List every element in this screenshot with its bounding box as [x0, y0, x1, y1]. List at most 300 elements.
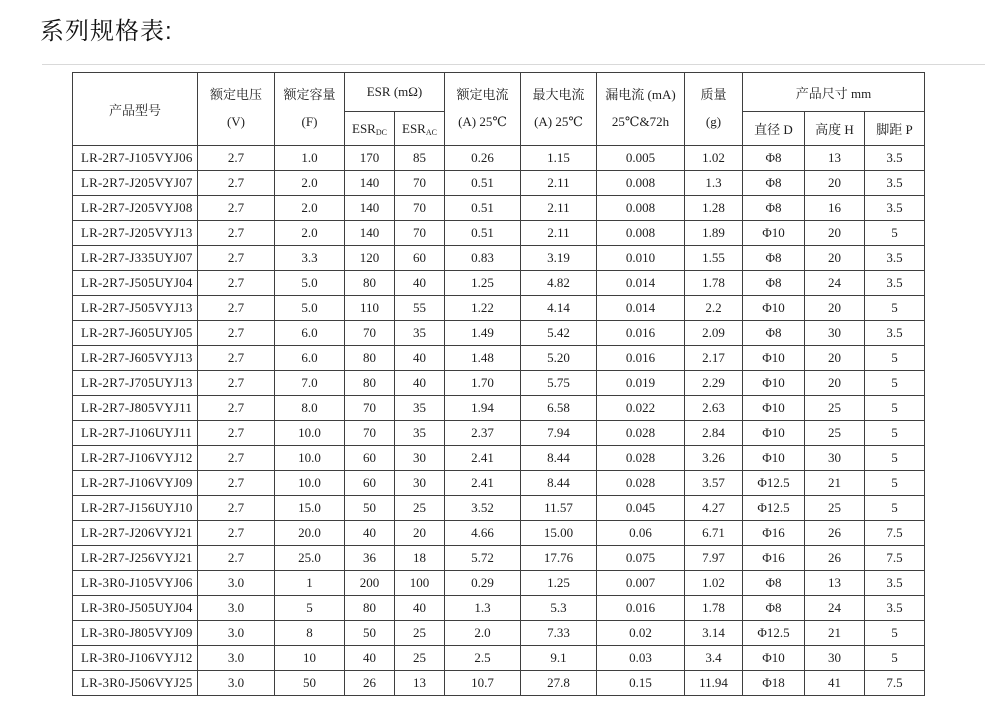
cell-height: 20 [805, 371, 865, 396]
cell-rated-capacity: 6.0 [275, 346, 345, 371]
cell-max-current: 8.44 [521, 471, 597, 496]
cell-rated-current: 1.25 [445, 271, 521, 296]
cell-rated-capacity: 2.0 [275, 171, 345, 196]
cell-max-current: 27.8 [521, 671, 597, 696]
cell-pin-pitch: 7.5 [865, 521, 925, 546]
cell-pin-pitch: 3.5 [865, 171, 925, 196]
cell-height: 21 [805, 471, 865, 496]
cell-rated-current: 0.51 [445, 171, 521, 196]
table-row [73, 396, 925, 421]
cell-max-current: 17.76 [521, 546, 597, 571]
cell-esr-dc: 70 [345, 396, 395, 421]
cell-esr-ac: 40 [395, 346, 445, 371]
cell-height: 25 [805, 496, 865, 521]
max-current-label: 最大电流 [532, 87, 585, 103]
cell-esr-dc: 70 [345, 321, 395, 346]
cell-diameter: Φ8 [743, 571, 805, 596]
cell-rated-voltage: 3.0 [198, 596, 275, 621]
cell-rated-capacity: 25.0 [275, 546, 345, 571]
cell-mass: 2.29 [685, 371, 743, 396]
cell-pin-pitch: 3.5 [865, 146, 925, 171]
cell-diameter: Φ10 [743, 396, 805, 421]
cell-model: LR-2R7-J605VYJ13 [73, 346, 198, 371]
cell-rated-current: 1.3 [445, 596, 521, 621]
cell-height: 13 [805, 146, 865, 171]
cell-diameter: Φ18 [743, 671, 805, 696]
table-row [73, 421, 925, 446]
cell-rated-capacity: 5.0 [275, 271, 345, 296]
cell-pin-pitch: 5 [865, 621, 925, 646]
cell-esr-ac: 55 [395, 296, 445, 321]
cell-pin-pitch: 3.5 [865, 571, 925, 596]
cell-diameter: Φ10 [743, 346, 805, 371]
cell-model: LR-2R7-J205VYJ13 [73, 221, 198, 246]
cell-mass: 1.28 [685, 196, 743, 221]
cell-model: LR-2R7-J205VYJ07 [73, 171, 198, 196]
cell-pin-pitch: 5 [865, 496, 925, 521]
col-header-pin-pitch [865, 112, 925, 146]
cell-rated-current: 0.26 [445, 146, 521, 171]
cell-diameter: Φ8 [743, 171, 805, 196]
cell-rated-voltage: 3.0 [198, 646, 275, 671]
cell-diameter: Φ8 [743, 596, 805, 621]
cell-mass: 1.78 [685, 271, 743, 296]
cell-rated-voltage: 2.7 [198, 446, 275, 471]
col-header-product-model-label: 产品型号 [108, 102, 161, 118]
cell-mass: 4.27 [685, 496, 743, 521]
cell-pin-pitch: 5 [865, 296, 925, 321]
table-row [73, 571, 925, 596]
cell-rated-voltage: 2.7 [198, 521, 275, 546]
cell-model: LR-3R0-J105VYJ06 [73, 571, 198, 596]
cell-model: LR-2R7-J156UYJ10 [73, 496, 198, 521]
cell-esr-dc: 70 [345, 421, 395, 446]
mass-unit: (g) [705, 114, 722, 130]
cell-max-current: 6.58 [521, 396, 597, 421]
cell-esr-ac: 100 [395, 571, 445, 596]
cell-diameter: Φ10 [743, 221, 805, 246]
cell-esr-dc: 40 [345, 646, 395, 671]
cell-esr-ac: 13 [395, 671, 445, 696]
dimensions-group-label: 产品尺寸 mm [795, 85, 872, 101]
cell-mass: 3.26 [685, 446, 743, 471]
cell-model: LR-2R7-J106VYJ12 [73, 446, 198, 471]
cell-esr-dc: 80 [345, 271, 395, 296]
cell-esr-dc: 60 [345, 471, 395, 496]
cell-rated-current: 1.48 [445, 346, 521, 371]
cell-mass: 1.02 [685, 571, 743, 596]
rated-current-unit: (A) 25℃ [458, 114, 507, 130]
cell-esr-ac: 20 [395, 521, 445, 546]
top-divider [42, 64, 985, 65]
cell-max-current: 5.42 [521, 321, 597, 346]
cell-rated-current: 2.0 [445, 621, 521, 646]
cell-mass: 1.3 [685, 171, 743, 196]
table-body [73, 146, 925, 696]
cell-max-current: 7.94 [521, 421, 597, 446]
cell-rated-capacity: 10.0 [275, 471, 345, 496]
spec-table [72, 72, 925, 696]
cell-model: LR-2R7-J335UYJ07 [73, 246, 198, 271]
cell-esr-ac: 18 [395, 546, 445, 571]
cell-model: LR-2R7-J105VYJ06 [73, 146, 198, 171]
mass-header-stack [685, 76, 742, 142]
cell-mass: 2.84 [685, 421, 743, 446]
cell-model: LR-2R7-J505UYJ04 [73, 271, 198, 296]
cell-model: LR-2R7-J205VYJ08 [73, 196, 198, 221]
cell-mass: 3.57 [685, 471, 743, 496]
col-header-esr-ac [395, 112, 445, 146]
cell-diameter: Φ16 [743, 521, 805, 546]
cell-height: 30 [805, 446, 865, 471]
cell-height: 25 [805, 396, 865, 421]
col-header-rated-voltage [198, 73, 275, 146]
cell-model: LR-3R0-J506VYJ25 [73, 671, 198, 696]
cell-model: LR-2R7-J106UYJ11 [73, 421, 198, 446]
cell-mass: 11.94 [685, 671, 743, 696]
cell-rated-current: 10.7 [445, 671, 521, 696]
cell-diameter: Φ10 [743, 421, 805, 446]
cell-mass: 2.63 [685, 396, 743, 421]
col-header-esr-dc [345, 112, 395, 146]
rated-voltage-header-stack [198, 76, 274, 142]
cell-rated-voltage: 2.7 [198, 496, 275, 521]
table-header [73, 73, 925, 146]
cell-model: LR-2R7-J805VYJ11 [73, 396, 198, 421]
cell-mass: 2.2 [685, 296, 743, 321]
leakage-header-stack [597, 76, 684, 142]
cell-height: 20 [805, 346, 865, 371]
table-row [73, 496, 925, 521]
cell-max-current: 4.14 [521, 296, 597, 321]
cell-diameter: Φ10 [743, 371, 805, 396]
cell-mass: 1.89 [685, 221, 743, 246]
cell-max-current: 2.11 [521, 171, 597, 196]
cell-esr-dc: 200 [345, 571, 395, 596]
cell-rated-voltage: 2.7 [198, 321, 275, 346]
cell-rated-voltage: 2.7 [198, 246, 275, 271]
cell-rated-current: 2.37 [445, 421, 521, 446]
cell-height: 20 [805, 171, 865, 196]
cell-rated-voltage: 2.7 [198, 396, 275, 421]
cell-diameter: Φ8 [743, 196, 805, 221]
table-row [73, 621, 925, 646]
cell-height: 26 [805, 546, 865, 571]
cell-esr-dc: 26 [345, 671, 395, 696]
cell-rated-voltage: 2.7 [198, 171, 275, 196]
table-row [73, 146, 925, 171]
cell-diameter: Φ8 [743, 321, 805, 346]
cell-leakage-current: 0.03 [597, 646, 685, 671]
cell-esr-ac: 70 [395, 171, 445, 196]
rated-capacity-unit: (F) [301, 114, 318, 130]
cell-leakage-current: 0.045 [597, 496, 685, 521]
table-row [73, 471, 925, 496]
cell-diameter: Φ8 [743, 146, 805, 171]
cell-diameter: Φ10 [743, 646, 805, 671]
cell-rated-voltage: 2.7 [198, 421, 275, 446]
cell-model: LR-2R7-J605UYJ05 [73, 321, 198, 346]
cell-height: 25 [805, 421, 865, 446]
cell-rated-current: 3.52 [445, 496, 521, 521]
cell-leakage-current: 0.075 [597, 546, 685, 571]
cell-rated-voltage: 3.0 [198, 621, 275, 646]
cell-leakage-current: 0.028 [597, 471, 685, 496]
cell-model: LR-2R7-J206VYJ21 [73, 521, 198, 546]
cell-rated-current: 0.29 [445, 571, 521, 596]
cell-rated-voltage: 2.7 [198, 346, 275, 371]
col-header-height [805, 112, 865, 146]
cell-rated-voltage: 2.7 [198, 221, 275, 246]
cell-esr-dc: 50 [345, 621, 395, 646]
cell-model: LR-3R0-J505UYJ04 [73, 596, 198, 621]
cell-pin-pitch: 7.5 [865, 671, 925, 696]
table-row [73, 246, 925, 271]
cell-rated-capacity: 3.3 [275, 246, 345, 271]
cell-max-current: 3.19 [521, 246, 597, 271]
cell-max-current: 8.44 [521, 446, 597, 471]
cell-pin-pitch: 3.5 [865, 321, 925, 346]
diameter-label: 直径 D [754, 122, 793, 137]
cell-leakage-current: 0.005 [597, 146, 685, 171]
cell-max-current: 7.33 [521, 621, 597, 646]
cell-rated-voltage: 3.0 [198, 671, 275, 696]
cell-diameter: Φ8 [743, 246, 805, 271]
col-header-mass [685, 73, 743, 146]
cell-rated-current: 0.51 [445, 221, 521, 246]
cell-rated-voltage: 2.7 [198, 471, 275, 496]
table-row [73, 596, 925, 621]
cell-rated-voltage: 2.7 [198, 271, 275, 296]
cell-pin-pitch: 5 [865, 371, 925, 396]
cell-esr-dc: 120 [345, 246, 395, 271]
cell-max-current: 1.15 [521, 146, 597, 171]
cell-mass: 3.4 [685, 646, 743, 671]
table-row [73, 371, 925, 396]
cell-esr-dc: 140 [345, 221, 395, 246]
cell-leakage-current: 0.014 [597, 271, 685, 296]
cell-esr-ac: 40 [395, 271, 445, 296]
col-header-rated-capacity [275, 73, 345, 146]
cell-rated-current: 0.83 [445, 246, 521, 271]
cell-rated-capacity: 6.0 [275, 321, 345, 346]
cell-model: LR-3R0-J805VYJ09 [73, 621, 198, 646]
cell-model: LR-3R0-J106VYJ12 [73, 646, 198, 671]
col-header-esr-group [345, 73, 445, 112]
cell-pin-pitch: 3.5 [865, 271, 925, 296]
cell-max-current: 5.20 [521, 346, 597, 371]
cell-esr-ac: 25 [395, 646, 445, 671]
cell-max-current: 2.11 [521, 196, 597, 221]
cell-max-current: 4.82 [521, 271, 597, 296]
cell-mass: 1.02 [685, 146, 743, 171]
cell-esr-dc: 80 [345, 596, 395, 621]
cell-rated-capacity: 5 [275, 596, 345, 621]
cell-height: 30 [805, 646, 865, 671]
cell-esr-ac: 35 [395, 321, 445, 346]
cell-esr-ac: 40 [395, 371, 445, 396]
table-row [73, 671, 925, 696]
cell-pin-pitch: 5 [865, 471, 925, 496]
cell-rated-current: 2.5 [445, 646, 521, 671]
table-row [73, 296, 925, 321]
cell-leakage-current: 0.014 [597, 296, 685, 321]
cell-rated-current: 1.94 [445, 396, 521, 421]
cell-rated-voltage: 2.7 [198, 296, 275, 321]
cell-esr-ac: 35 [395, 421, 445, 446]
col-header-max-current [521, 73, 597, 146]
rated-voltage-label: 额定电压 [209, 87, 262, 103]
rated-capacity-header-stack [275, 76, 344, 142]
cell-max-current: 1.25 [521, 571, 597, 596]
cell-pin-pitch: 5 [865, 446, 925, 471]
esr-ac-subscript: AC [425, 127, 437, 137]
cell-leakage-current: 0.06 [597, 521, 685, 546]
cell-esr-ac: 25 [395, 496, 445, 521]
cell-diameter: Φ10 [743, 446, 805, 471]
cell-mass: 1.55 [685, 246, 743, 271]
cell-rated-current: 1.49 [445, 321, 521, 346]
cell-leakage-current: 0.008 [597, 196, 685, 221]
leakage-condition: 25℃&72h [611, 114, 670, 130]
cell-leakage-current: 0.010 [597, 246, 685, 271]
cell-mass: 2.17 [685, 346, 743, 371]
cell-height: 13 [805, 571, 865, 596]
cell-esr-ac: 35 [395, 396, 445, 421]
col-header-rated-current [445, 73, 521, 146]
pin-pitch-label: 脚距 P [876, 122, 913, 137]
cell-max-current: 11.57 [521, 496, 597, 521]
cell-diameter: Φ12.5 [743, 471, 805, 496]
cell-rated-current: 2.41 [445, 446, 521, 471]
cell-esr-ac: 70 [395, 221, 445, 246]
cell-pin-pitch: 7.5 [865, 546, 925, 571]
max-current-unit: (A) 25℃ [534, 114, 583, 130]
col-header-diameter [743, 112, 805, 146]
cell-max-current: 9.1 [521, 646, 597, 671]
page-title: 系列规格表: [40, 18, 173, 45]
cell-mass: 3.14 [685, 621, 743, 646]
cell-rated-capacity: 1.0 [275, 146, 345, 171]
table-row [73, 346, 925, 371]
cell-leakage-current: 0.016 [597, 321, 685, 346]
cell-esr-dc: 140 [345, 196, 395, 221]
cell-diameter: Φ8 [743, 271, 805, 296]
cell-height: 20 [805, 246, 865, 271]
cell-pin-pitch: 5 [865, 396, 925, 421]
cell-rated-capacity: 8.0 [275, 396, 345, 421]
cell-pin-pitch: 5 [865, 346, 925, 371]
table-row [73, 646, 925, 671]
cell-esr-dc: 140 [345, 171, 395, 196]
cell-height: 21 [805, 621, 865, 646]
cell-leakage-current: 0.016 [597, 346, 685, 371]
cell-height: 30 [805, 321, 865, 346]
cell-rated-capacity: 1 [275, 571, 345, 596]
esr-ac-label: ESR [402, 120, 426, 136]
mass-label: 质量 [700, 87, 727, 103]
cell-model: LR-2R7-J505VYJ13 [73, 296, 198, 321]
cell-height: 20 [805, 221, 865, 246]
cell-height: 26 [805, 521, 865, 546]
cell-esr-ac: 25 [395, 621, 445, 646]
cell-rated-current: 2.41 [445, 471, 521, 496]
cell-rated-capacity: 10.0 [275, 446, 345, 471]
cell-leakage-current: 0.008 [597, 221, 685, 246]
cell-esr-ac: 70 [395, 196, 445, 221]
cell-rated-current: 1.70 [445, 371, 521, 396]
table-row [73, 271, 925, 296]
cell-rated-capacity: 15.0 [275, 496, 345, 521]
table-row [73, 521, 925, 546]
cell-diameter: Φ16 [743, 546, 805, 571]
cell-rated-capacity: 5.0 [275, 296, 345, 321]
cell-height: 16 [805, 196, 865, 221]
cell-pin-pitch: 3.5 [865, 246, 925, 271]
cell-mass: 7.97 [685, 546, 743, 571]
rated-voltage-unit: (V) [226, 114, 246, 130]
cell-esr-ac: 60 [395, 246, 445, 271]
cell-mass: 2.09 [685, 321, 743, 346]
cell-rated-current: 5.72 [445, 546, 521, 571]
cell-rated-current: 1.22 [445, 296, 521, 321]
cell-diameter: Φ12.5 [743, 496, 805, 521]
cell-leakage-current: 0.008 [597, 171, 685, 196]
cell-rated-current: 4.66 [445, 521, 521, 546]
cell-leakage-current: 0.028 [597, 421, 685, 446]
cell-diameter: Φ10 [743, 296, 805, 321]
table-row [73, 321, 925, 346]
cell-pin-pitch: 3.5 [865, 196, 925, 221]
cell-rated-voltage: 2.7 [198, 371, 275, 396]
cell-rated-voltage: 2.7 [198, 146, 275, 171]
cell-rated-voltage: 3.0 [198, 571, 275, 596]
table-row [73, 221, 925, 246]
cell-model: LR-2R7-J106VYJ09 [73, 471, 198, 496]
cell-leakage-current: 0.019 [597, 371, 685, 396]
rated-current-header-stack [445, 76, 520, 142]
cell-rated-capacity: 10 [275, 646, 345, 671]
cell-leakage-current: 0.022 [597, 396, 685, 421]
cell-model: LR-2R7-J256VYJ21 [73, 546, 198, 571]
cell-rated-capacity: 2.0 [275, 221, 345, 246]
cell-diameter: Φ12.5 [743, 621, 805, 646]
header-row-1 [73, 73, 925, 112]
cell-esr-dc: 170 [345, 146, 395, 171]
cell-max-current: 2.11 [521, 221, 597, 246]
cell-rated-voltage: 2.7 [198, 196, 275, 221]
cell-height: 20 [805, 296, 865, 321]
cell-esr-dc: 36 [345, 546, 395, 571]
cell-mass: 6.71 [685, 521, 743, 546]
cell-leakage-current: 0.016 [597, 596, 685, 621]
cell-mass: 1.78 [685, 596, 743, 621]
cell-esr-ac: 30 [395, 446, 445, 471]
cell-esr-ac: 85 [395, 146, 445, 171]
cell-pin-pitch: 5 [865, 421, 925, 446]
cell-esr-dc: 80 [345, 371, 395, 396]
cell-rated-capacity: 20.0 [275, 521, 345, 546]
col-header-product-model [73, 73, 198, 146]
cell-rated-voltage: 2.7 [198, 546, 275, 571]
cell-rated-capacity: 7.0 [275, 371, 345, 396]
cell-pin-pitch: 3.5 [865, 596, 925, 621]
cell-esr-ac: 30 [395, 471, 445, 496]
cell-esr-dc: 50 [345, 496, 395, 521]
cell-height: 41 [805, 671, 865, 696]
esr-dc-subscript: DC [375, 127, 387, 137]
table-row [73, 446, 925, 471]
